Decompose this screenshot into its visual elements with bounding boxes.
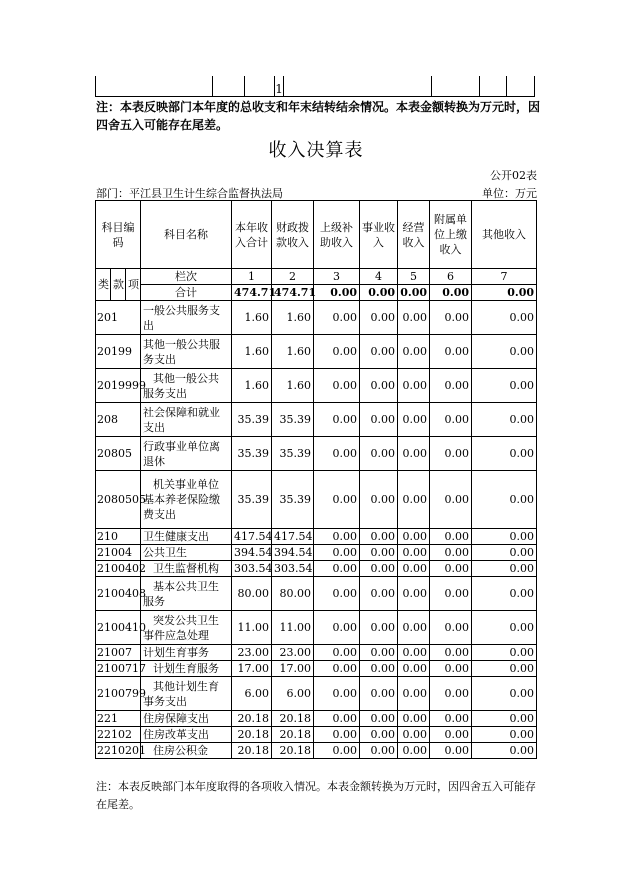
subject-code: 2100717 xyxy=(97,662,146,675)
amount-cell: 35.39 xyxy=(232,403,272,437)
top-note: 注：本表反映部门本年度的总收支和年末结转结余情况。本表金额转换为万元时，因四舍五入可能存在尾差。 xyxy=(96,100,541,132)
total-label: 合计 xyxy=(141,285,232,301)
header-total: 本年收入合计 xyxy=(232,201,272,269)
amount-cell: 20.18 xyxy=(232,743,272,759)
subject-name: 卫生健康支出 xyxy=(141,529,232,545)
fragment-value: 1 xyxy=(275,76,284,97)
fragment-cell xyxy=(284,76,432,97)
subject-code: 20805 xyxy=(96,437,141,471)
amount-cell: 0.00 xyxy=(398,529,430,545)
amount-cell: 0.00 xyxy=(430,335,472,369)
amount-cell: 6.00 xyxy=(272,677,314,711)
table-row xyxy=(96,661,537,677)
amount-cell: 0.00 xyxy=(398,577,430,611)
amount-cell: 0.00 xyxy=(398,471,430,529)
amount-cell: 0.00 xyxy=(360,301,398,335)
amount-cell: 0.00 xyxy=(430,677,472,711)
amount-cell: 0.00 xyxy=(398,661,430,677)
subject-code: 20199 xyxy=(96,335,141,369)
fragment-cell xyxy=(506,76,534,97)
total-value: 0.00 xyxy=(314,285,360,301)
amount-cell: 0.00 xyxy=(360,437,398,471)
amount-cell: 0.00 xyxy=(472,645,537,661)
amount-cell: 20.18 xyxy=(232,711,272,727)
amount-cell: 80.00 xyxy=(272,577,314,611)
amount-cell: 1.60 xyxy=(232,369,272,403)
subject-name: 住房公积金 xyxy=(141,743,232,759)
subject-code: 2100799 xyxy=(96,677,141,711)
subject-name: 其他一般公共服务支出 xyxy=(141,335,232,369)
amount-cell: 0.00 xyxy=(314,661,360,677)
amount-cell: 0.00 xyxy=(360,645,398,661)
amount-cell: 0.00 xyxy=(314,711,360,727)
table-row xyxy=(96,301,537,335)
subject-code: 21007 xyxy=(96,645,141,661)
amount-cell: 0.00 xyxy=(360,369,398,403)
amount-cell: 0.00 xyxy=(430,661,472,677)
table-row xyxy=(96,369,537,403)
amount-cell: 0.00 xyxy=(360,471,398,529)
amount-cell: 0.00 xyxy=(314,577,360,611)
subject-name: 其他一般公共服务支出 xyxy=(141,369,232,403)
subject-name: 一般公共服务支出 xyxy=(141,301,232,335)
amount-cell: 1.60 xyxy=(272,301,314,335)
amount-cell: 0.00 xyxy=(472,743,537,759)
table-row xyxy=(96,711,537,727)
amount-cell: 0.00 xyxy=(360,561,398,577)
subject-name: 突发公共卫生事件应急处理 xyxy=(141,611,232,645)
amount-cell: 0.00 xyxy=(360,577,398,611)
amount-cell: 0.00 xyxy=(314,403,360,437)
header-lei: 类 xyxy=(96,269,111,301)
amount-cell: 20.18 xyxy=(272,711,314,727)
amount-cell: 0.00 xyxy=(360,727,398,743)
amount-cell: 0.00 xyxy=(398,301,430,335)
amount-cell: 0.00 xyxy=(360,545,398,561)
amount-cell: 0.00 xyxy=(398,561,430,577)
subject-name: 卫生监督机构 xyxy=(141,561,232,577)
subject-code: 221 xyxy=(96,711,141,727)
col-num-2: 2 xyxy=(272,269,314,285)
subject-name: 住房保障支出 xyxy=(141,711,232,727)
total-value: 0.00 xyxy=(398,285,430,301)
amount-cell: 394.54 xyxy=(272,545,314,561)
subject-code: 2080505 xyxy=(96,471,141,529)
subject-name: 其他计划生育事务支出 xyxy=(141,677,232,711)
amount-cell: 1.60 xyxy=(272,335,314,369)
amount-cell: 0.00 xyxy=(398,677,430,711)
amount-cell: 0.00 xyxy=(472,577,537,611)
col-num-4: 4 xyxy=(360,269,398,285)
amount-cell: 0.00 xyxy=(472,611,537,645)
table-row xyxy=(96,611,537,645)
subject-code: 2210201 xyxy=(97,744,146,757)
amount-cell: 0.00 xyxy=(472,677,537,711)
amount-cell: 0.00 xyxy=(314,369,360,403)
amount-cell: 0.00 xyxy=(430,645,472,661)
fragment-cell xyxy=(480,76,506,97)
header-xiang: 项 xyxy=(126,269,141,301)
table-row xyxy=(96,403,537,437)
amount-cell: 0.00 xyxy=(430,437,472,471)
amount-cell: 6.00 xyxy=(232,677,272,711)
amount-cell: 35.39 xyxy=(232,437,272,471)
amount-cell: 1.60 xyxy=(232,301,272,335)
amount-cell: 0.00 xyxy=(398,611,430,645)
amount-cell: 0.00 xyxy=(472,437,537,471)
table-row xyxy=(96,577,537,611)
subject-name: 住房改革支出 xyxy=(141,727,232,743)
subject-code: 2100410 xyxy=(96,611,141,645)
subject-code: 2100408 xyxy=(96,577,141,611)
amount-cell: 0.00 xyxy=(472,727,537,743)
amount-cell: 0.00 xyxy=(430,545,472,561)
amount-cell: 0.00 xyxy=(472,335,537,369)
header-kuan: 款 xyxy=(111,269,126,301)
amount-cell: 0.00 xyxy=(430,301,472,335)
amount-cell: 0.00 xyxy=(430,529,472,545)
amount-cell: 0.00 xyxy=(430,743,472,759)
amount-cell: 417.54 xyxy=(272,529,314,545)
amount-cell: 0.00 xyxy=(360,529,398,545)
header-business: 事业收入 xyxy=(360,201,398,269)
amount-cell: 0.00 xyxy=(398,335,430,369)
col-num-6: 6 xyxy=(430,269,472,285)
subject-code: 2100402 xyxy=(97,562,146,575)
table-row xyxy=(96,677,537,711)
subject-name: 社会保障和就业支出 xyxy=(141,403,232,437)
amount-cell: 0.00 xyxy=(314,529,360,545)
amount-cell: 0.00 xyxy=(472,369,537,403)
amount-cell: 0.00 xyxy=(360,661,398,677)
total-value: 474.71 xyxy=(232,285,272,301)
amount-cell: 0.00 xyxy=(430,403,472,437)
col-num-7: 7 xyxy=(472,269,537,285)
subject-code: 201 xyxy=(96,301,141,335)
header-other: 其他收入 xyxy=(472,201,537,269)
table-row xyxy=(96,335,537,369)
amount-cell: 303.54 xyxy=(232,561,272,577)
amount-cell: 394.54 xyxy=(232,545,272,561)
fragment-cell xyxy=(212,76,244,97)
amount-cell: 0.00 xyxy=(430,369,472,403)
amount-cell: 0.00 xyxy=(430,727,472,743)
subject-code: 2019999 xyxy=(96,369,141,403)
amount-cell: 0.00 xyxy=(398,545,430,561)
amount-cell: 0.00 xyxy=(314,677,360,711)
amount-cell: 0.00 xyxy=(314,727,360,743)
amount-cell: 0.00 xyxy=(430,611,472,645)
amount-cell: 0.00 xyxy=(360,711,398,727)
total-value: 474.71 xyxy=(272,285,314,301)
amount-cell: 0.00 xyxy=(314,545,360,561)
amount-cell: 20.18 xyxy=(272,727,314,743)
amount-cell: 80.00 xyxy=(232,577,272,611)
amount-cell: 0.00 xyxy=(314,301,360,335)
amount-cell: 0.00 xyxy=(430,711,472,727)
amount-cell: 0.00 xyxy=(398,403,430,437)
amount-cell: 0.00 xyxy=(314,335,360,369)
table-row xyxy=(96,645,537,661)
page-title: 收入决算表 xyxy=(268,140,364,161)
col-num-3: 3 xyxy=(314,269,360,285)
unit-label: 单位：万元 xyxy=(482,187,537,200)
table-row xyxy=(96,561,537,577)
amount-cell: 17.00 xyxy=(232,661,272,677)
subject-name: 公共卫生 xyxy=(141,545,232,561)
table-row xyxy=(96,437,537,471)
subject-code: 21004 xyxy=(96,545,141,561)
header-operating: 经营收入 xyxy=(398,201,430,269)
subject-name: 计划生育事务 xyxy=(141,645,232,661)
header-name: 科目名称 xyxy=(141,201,232,269)
header-affiliated: 附属单位上缴收入 xyxy=(430,201,472,269)
amount-cell: 0.00 xyxy=(472,561,537,577)
subject-code: 22102 xyxy=(96,727,141,743)
subject-name: 机关事业单位基本养老保险缴费支出 xyxy=(141,471,232,529)
form-number: 公开02表 xyxy=(490,169,537,182)
bottom-note: 注：本表反映部门本年度取得的各项收入情况。本表金额转换为万元时，因四舍五入可能存在尾差。 xyxy=(96,780,536,811)
total-value: 0.00 xyxy=(430,285,472,301)
amount-cell: 0.00 xyxy=(360,743,398,759)
amount-cell: 23.00 xyxy=(272,645,314,661)
amount-cell: 0.00 xyxy=(398,437,430,471)
subject-name: 计划生育服务 xyxy=(141,661,232,677)
amount-cell: 417.54 xyxy=(232,529,272,545)
amount-cell: 0.00 xyxy=(360,335,398,369)
amount-cell: 0.00 xyxy=(472,403,537,437)
header-superior: 上级补助收入 xyxy=(314,201,360,269)
amount-cell: 0.00 xyxy=(472,711,537,727)
amount-cell: 0.00 xyxy=(472,545,537,561)
amount-cell: 0.00 xyxy=(314,437,360,471)
amount-cell: 0.00 xyxy=(398,645,430,661)
amount-cell: 35.39 xyxy=(272,437,314,471)
total-value: 0.00 xyxy=(360,285,398,301)
amount-cell: 0.00 xyxy=(360,611,398,645)
amount-cell: 1.60 xyxy=(272,369,314,403)
amount-cell: 35.39 xyxy=(232,471,272,529)
header-col-label: 栏次 xyxy=(141,269,232,285)
subject-name: 行政事业单位离退休 xyxy=(141,437,232,471)
amount-cell: 0.00 xyxy=(398,727,430,743)
amount-cell: 35.39 xyxy=(272,403,314,437)
amount-cell: 0.00 xyxy=(314,561,360,577)
amount-cell: 11.00 xyxy=(232,611,272,645)
amount-cell: 23.00 xyxy=(232,645,272,661)
amount-cell: 0.00 xyxy=(398,369,430,403)
table-row xyxy=(96,545,537,561)
previous-table-fragment xyxy=(95,76,535,97)
amount-cell: 0.00 xyxy=(472,529,537,545)
amount-cell: 0.00 xyxy=(398,711,430,727)
amount-cell: 17.00 xyxy=(272,661,314,677)
income-table xyxy=(95,200,537,759)
header-fiscal: 财政拨款收入 xyxy=(272,201,314,269)
fragment-cell xyxy=(96,76,213,97)
amount-cell: 11.00 xyxy=(272,611,314,645)
header-code: 科目编码 xyxy=(96,201,141,269)
amount-cell: 0.00 xyxy=(314,743,360,759)
col-num-5: 5 xyxy=(398,269,430,285)
amount-cell: 0.00 xyxy=(430,471,472,529)
amount-cell: 0.00 xyxy=(472,661,537,677)
table-row xyxy=(96,529,537,545)
amount-cell: 0.00 xyxy=(430,561,472,577)
amount-cell: 0.00 xyxy=(472,471,537,529)
subject-name: 基本公共卫生服务 xyxy=(141,577,232,611)
amount-cell: 20.18 xyxy=(232,727,272,743)
amount-cell: 0.00 xyxy=(360,403,398,437)
subject-code: 208 xyxy=(96,403,141,437)
amount-cell: 0.00 xyxy=(430,577,472,611)
amount-cell: 1.60 xyxy=(232,335,272,369)
table-row xyxy=(96,471,537,529)
amount-cell: 303.54 xyxy=(272,561,314,577)
amount-cell: 35.39 xyxy=(272,471,314,529)
table-row xyxy=(96,743,537,759)
amount-cell: 0.00 xyxy=(360,677,398,711)
col-num-1: 1 xyxy=(232,269,272,285)
total-value: 0.00 xyxy=(472,285,537,301)
amount-cell: 20.18 xyxy=(272,743,314,759)
fragment-cell xyxy=(244,76,274,97)
amount-cell: 0.00 xyxy=(472,301,537,335)
fragment-cell xyxy=(432,76,480,97)
amount-cell: 0.00 xyxy=(314,471,360,529)
amount-cell: 0.00 xyxy=(314,611,360,645)
subject-code: 210 xyxy=(96,529,141,545)
table-row xyxy=(96,727,537,743)
amount-cell: 0.00 xyxy=(398,743,430,759)
amount-cell: 0.00 xyxy=(314,645,360,661)
department-label: 部门：平江县卫生计生综合监督执法局 xyxy=(96,187,283,200)
